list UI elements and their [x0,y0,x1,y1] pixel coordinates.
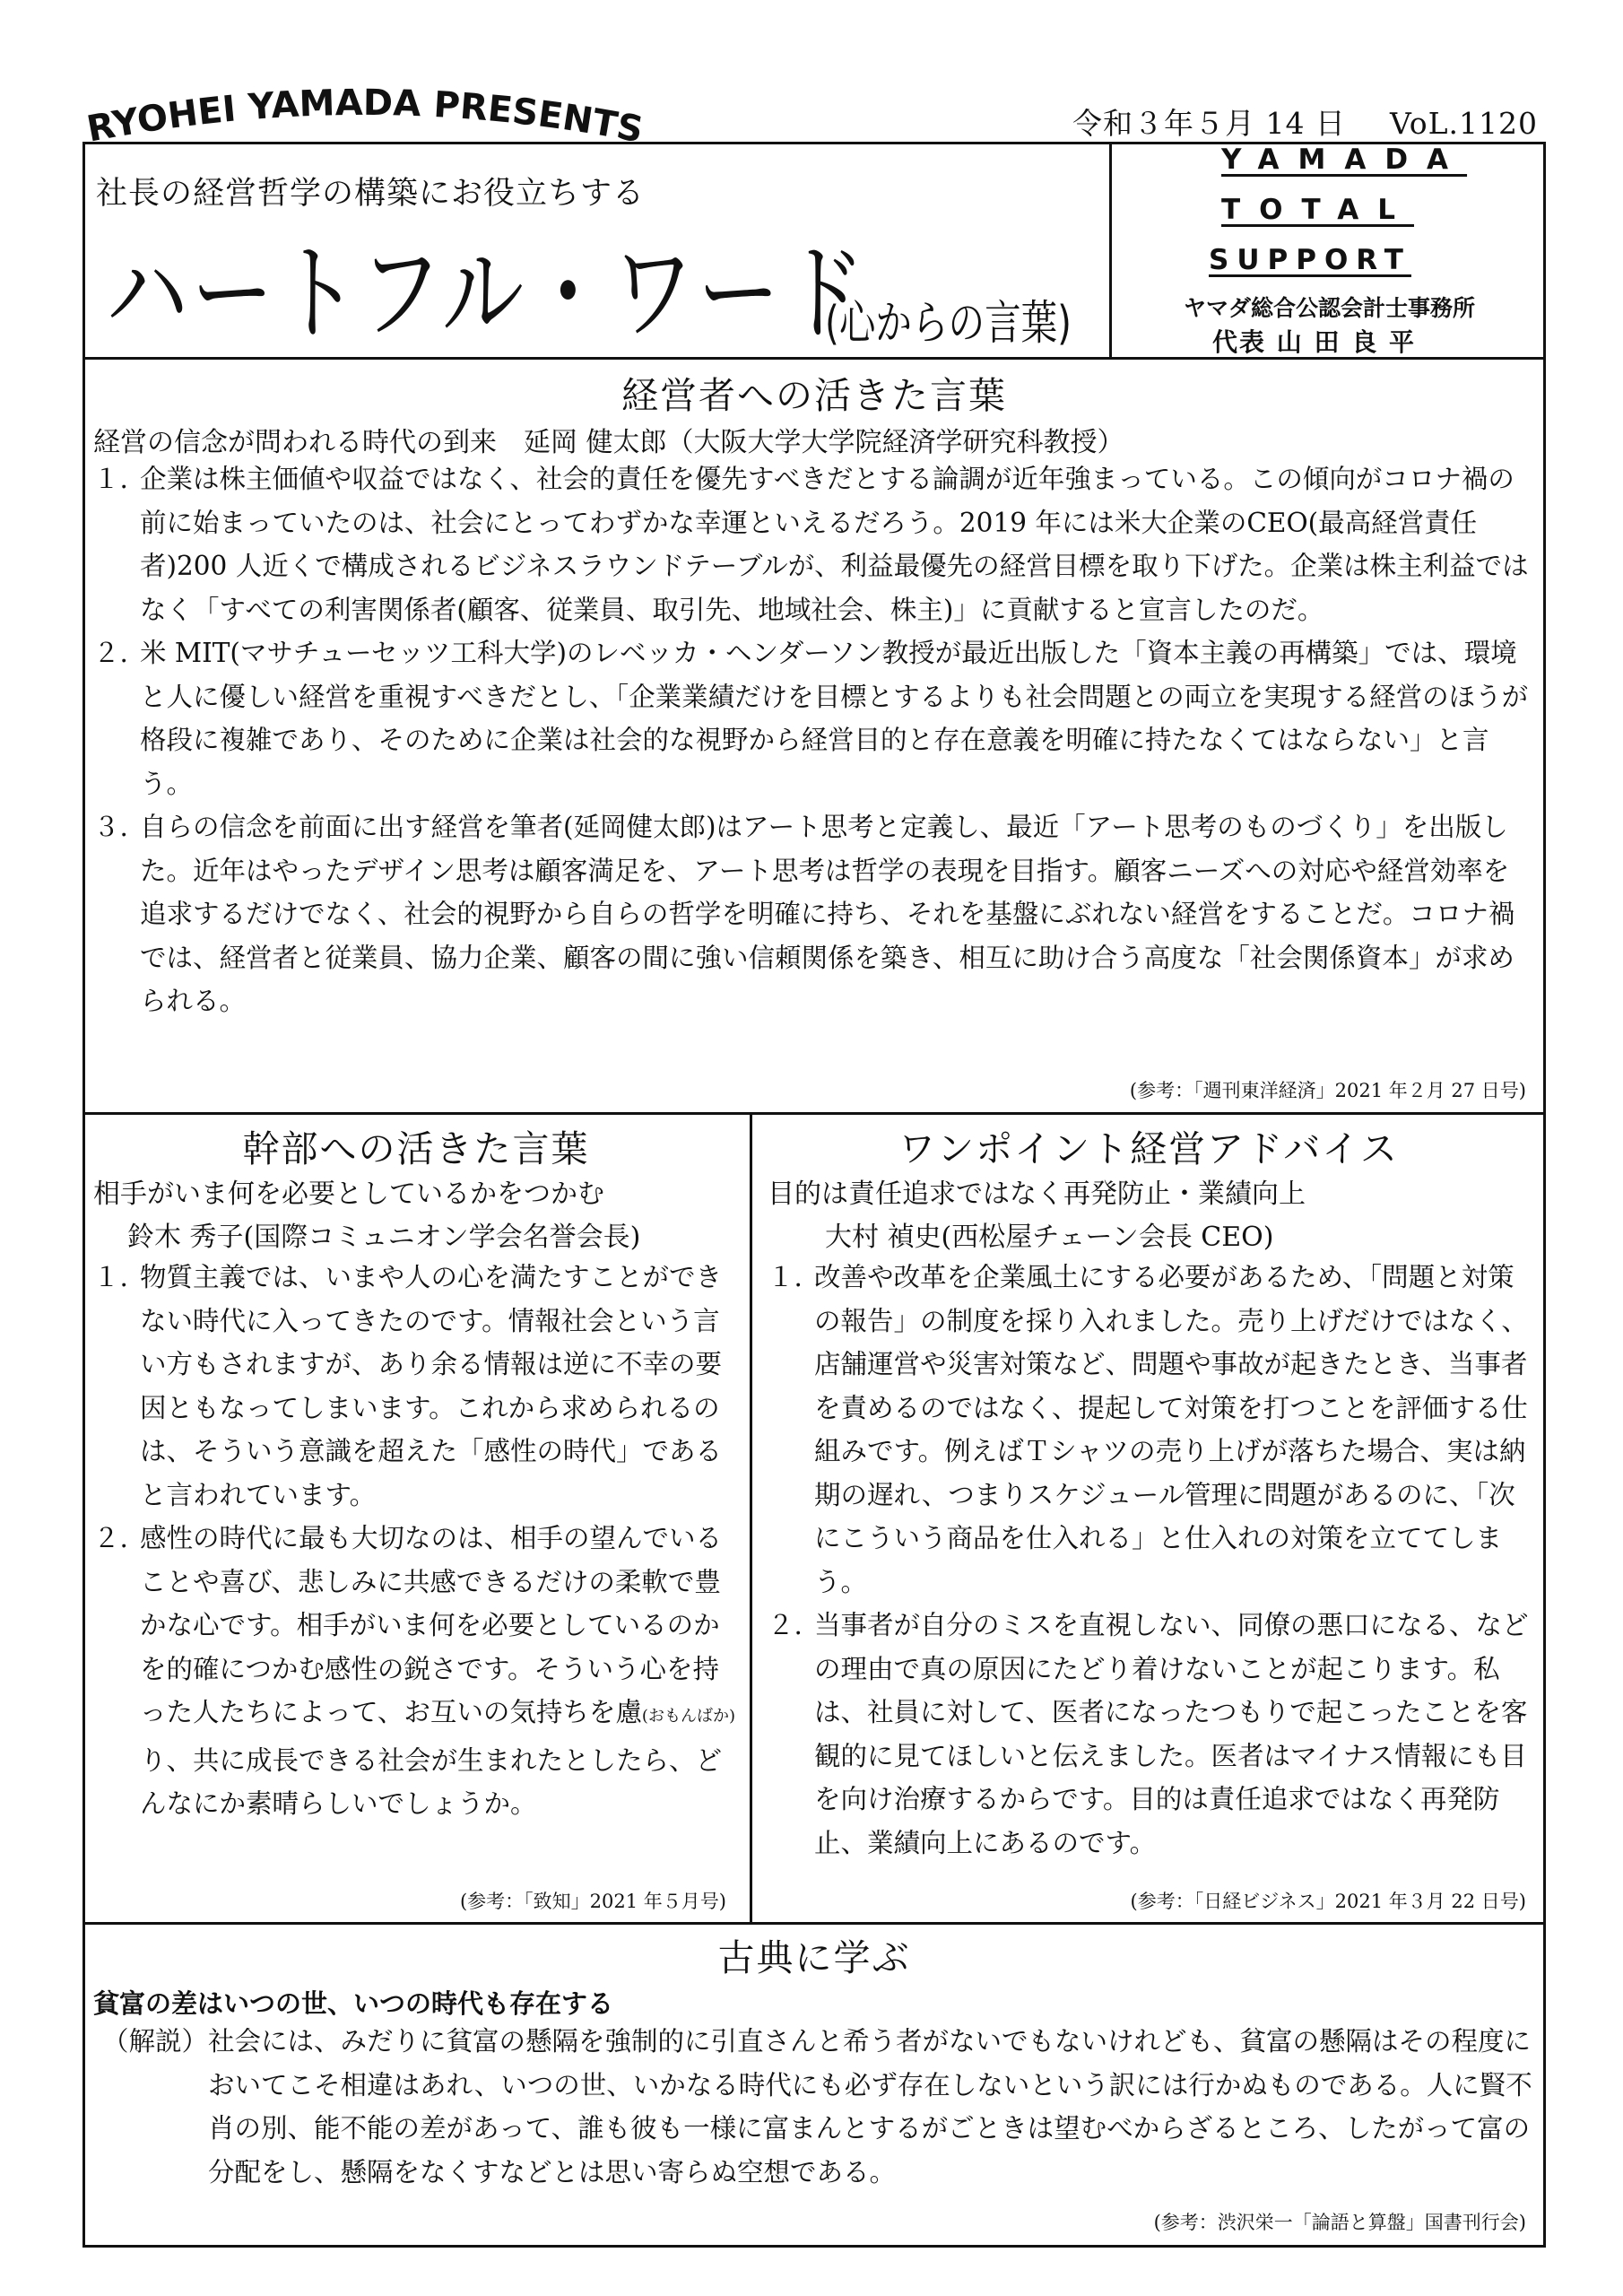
section4-reference: (参考：渋沢栄一「論語と算盤」国書刊行会) [1153,2212,1526,2233]
section4-title: 古典に学ぶ [717,1936,911,1979]
section3-subhead: 目的は責任追求ではなく再発防止・業績向上 [768,1178,1306,1210]
item-number: ２. [768,1610,803,1640]
issue-dateline [1072,100,1538,143]
section2-items [93,1256,737,1826]
firm-name: ヤマダ総合公認会計士事務所 [1184,295,1476,321]
section3-item-1 [768,1256,1535,1604]
support-line-total: TOTAL [1221,194,1414,226]
column-divider [750,1112,752,1924]
item-number: １. [93,1262,128,1292]
masthead-subtitle: 社長の経営哲学の構築にお役立ちする [96,176,646,212]
section1-subhead: 経営の信念が問われる時代の到来 延岡 健太郎（大阪大学大学院経済学研究科教授） [93,427,1124,458]
section1-items [93,457,1535,1023]
section4-body [93,2020,1535,2194]
item-text: 自らの信念を前面に出す経営を筆者(延岡健太郎)はアート思考と定義し、最近「アート思考のものづくり」を出版した。近年はやったデザイン思考は顧客満足を、アート思考は哲学の表現を目指す。顧客ニーズへの対応や経営効率を追求するだけでなく、社会的視野から自らの哲学を明確に持ち、それを基盤にぶれない経営をすることだ。コロナ禍では、経営者と従業員、協力企業、顧客の間に強い信頼関係を築き、相互に助け合う高度な「社会関係資本」が求められる。 [140,812,1515,1016]
brand-arch-text [83,70,647,152]
ruby-reading: (おもんばか) [641,1707,735,1726]
masthead-title-paren: (心からの言葉) [825,297,1072,351]
section1-item-1 [93,457,1535,631]
support-line-support: SUPPORT [1209,244,1411,276]
section3-title: ワンポイント経営アドバイス [898,1127,1399,1170]
item-text-b: り、共に成長できる社会が生まれたとしたら、どんなにか素晴らしいでしょうか。 [140,1744,723,1819]
masthead-divider [1109,144,1112,359]
masthead-title: ハートフル・ワード [106,231,869,355]
representative-name: 代表 山 田 良 平 [1212,327,1416,357]
section1-title: 経営者への活きた言葉 [621,374,1007,417]
section2-author: 鈴木 秀子(国際コミュニオン学会名誉会長) [127,1222,641,1253]
section3-reference: (参考：「日経ビジネス」2021 年３月 22 日号) [1130,1891,1526,1912]
section1-reference: (参考：「週刊東洋経済」2021 年２月 27 日号) [1129,1080,1526,1101]
item-text: 米 MIT(マサチューセッツ工科大学)のレベッカ・ヘンダーソン教授が最近出版した「資本主義の再構築」では、環境と人に優しい経営を重視すべきだとし、「企業業績だけを目標とするよりも社会問題との両立を実現する経営のほうが格段に複雑であり、そのために企業は社会的な視野から経営目的と存在意義を明確に持たなくてはならない」と言う。 [140,638,1529,799]
section4-commentary [93,2020,1535,2194]
brand-banner [83,70,647,152]
item-number: ２. [93,1523,128,1553]
item-text: 改善や改革を企業風土にする必要があるため、「問題と対策の報告」の制度を採り入れました。売り上げだけではなく、店舗運営や災害対策など、問題や事故が起きたとき、当事者を責めるのではなく、提起して対策を打つことを評価する仕組みです。例えばＴシャツの売り上げが落ちた場合、実は納期の遅れ、つまりスケジュール管理に問題があるのに、「次にこういう商品を仕入れる」と仕入れの対策を立ててしまう。 [814,1262,1528,1597]
section3-author: 大村 禎史(西松屋チェーン会長 CEO) [825,1222,1274,1253]
item-number: １. [93,464,128,494]
item-text: 企業は株主価値や収益ではなく、社会的責任を優先すべきだとする論調が近年強まっている。この傾向がコロナ禍の前に始まっていたのは、社会にとってわずかな幸運といえるだろう。2019 年には米大企業のCEO(最高経営責任者)200 人近くで構成されるビジネスラウンドテーブルが、利益最優先の経営目標を取り下げた。企業は株主利益ではなく「すべての利害関係者(顧客、従業員、取引先、地域社会、株主)」に貢献すると宣言したのだ。 [140,464,1529,625]
item-number: ３. [93,812,128,842]
item-number: ２. [93,638,128,668]
section2-reference: (参考：「致知」2021 年５月号) [459,1891,726,1912]
item-text: 当事者が自分のミスを直視しない、同僚の悪口になる、などの理由で真の原因にたどり着けないことが起こります。私は、社員に対して、医者になったつもりで起こったことを客観的に見てほしいと伝えました。医者はマイナス情報にも目を向け治療するからです。目的は責任追求ではなく再発防止、業績向上にあるのです。 [814,1610,1529,1858]
issue-volume: VoL.1120 [1389,106,1538,141]
section3-items [768,1256,1535,1865]
section4-subhead: 貧富の差はいつの世、いつの時代も存在する [93,1988,614,2019]
support-line-yamada: YAMADA [1221,144,1468,176]
commentary-label: （解説） [102,2026,209,2057]
rule-section23 [82,1922,1546,1925]
section2-subhead: 相手がいま何を必要としているかをつかむ [93,1178,604,1210]
section2-item-2 [93,1517,737,1826]
issue-date: 令和３年５月 14 日 [1072,106,1346,141]
item-number: １. [768,1262,803,1292]
item-text [140,1517,737,1826]
brand-text: RYOHEI YAMADA PRESENTS [83,82,647,152]
section2-item-1 [93,1256,737,1517]
section2-title: 幹部への活きた言葉 [242,1127,590,1170]
section1-item-2 [93,631,1535,805]
item-text: 物質主義では、いまや人の心を満たすことができない時代に入ってきたのです。情報社会という言い方もされますが、あり余る情報は逆に不幸の要因ともなってしまいます。これから求められるのは、そういう意識を超えた「感性の時代」であると言われています。 [140,1262,723,1510]
section1-item-3 [93,805,1535,1023]
section3-item-2 [768,1604,1535,1865]
rule-section1 [82,1112,1546,1115]
item-text-a: 感性の時代に最も大切なのは、相手の望んでいることや喜び、悲しみに共感できるだけの柔軟で豊かな心です。相手がいま何を必要としているのかを的確につかむ感性の鋭さです。そういう心を持った人たちによって、お互いの気持ちを慮 [140,1523,723,1727]
commentary-text: 社会には、みだりに貧富の懸隔を強制的に引直さんと希う者がないでもないけれども、貧富の懸隔はその程度においてこそ相違はあれ、いつの世、いかなる時代にも必ず存在しないという訳には行かぬものである。人に賢不肖の別、能不能の差があって、誰も彼も一様に富まんとするがごときは望むべからざるところ、したがって富の分配をし、懸隔をなくすなどとは思い寄らぬ空想である。 [208,2026,1532,2187]
